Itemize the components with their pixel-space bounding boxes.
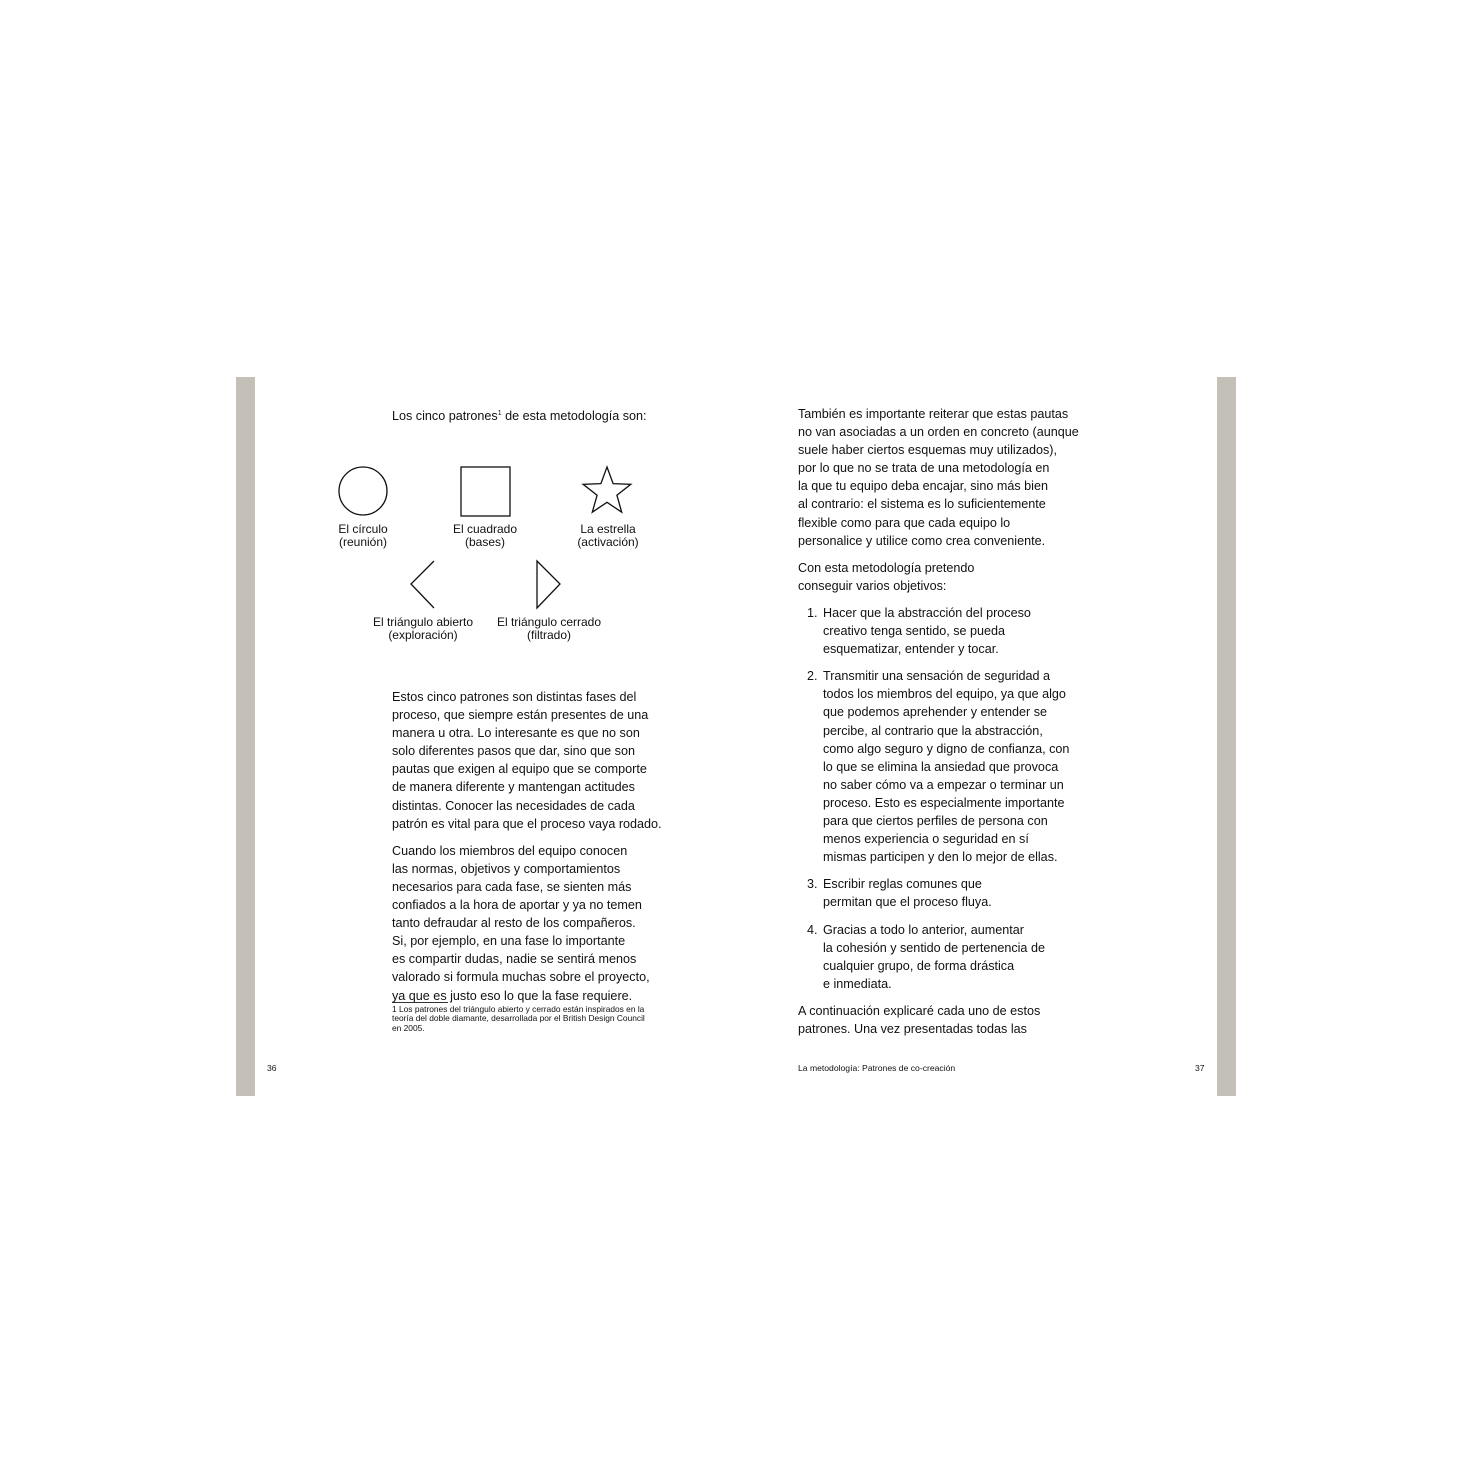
text-line: por lo que no se trata de una metodología en (798, 461, 1050, 476)
list-number: 2. (807, 669, 818, 684)
text-line: Hacer que la abstracción del proceso (823, 606, 1031, 620)
text-line: ya que es justo eso lo que la fase requiere. (392, 988, 633, 1003)
right-body (798, 405, 1079, 595)
square-icon (461, 467, 510, 516)
text-line: al contrario: el sistema es lo suficientemente (798, 497, 1046, 512)
text-line: que podemos aprehender y entender se (823, 705, 1048, 720)
text-line: pautas que exigen al equipo que se comporte (392, 762, 647, 777)
shape-sub: (activación) (577, 535, 639, 549)
text-line: menos experiencia o seguridad en sí (823, 832, 1029, 847)
shape-name: El triángulo abierto (372, 615, 474, 629)
text-line: permitan que el proceso fluya. (823, 895, 992, 910)
shape-sub: (exploración) (388, 628, 458, 642)
text-line: la cohesión y sentido de pertenencia de (823, 940, 1045, 955)
text-line: es compartir dudas, nadie se sentirá menos (392, 952, 637, 967)
text-line: cualquier grupo, de forma drástica (823, 958, 1015, 973)
shape-label-circle (303, 523, 423, 549)
list-item (807, 604, 1069, 658)
text-line: tanto defraudar al resto de los compañeros. (392, 916, 636, 931)
text-line: A continuación explicaré cada uno de estos (798, 1004, 1041, 1018)
star-icon (583, 467, 631, 512)
shape-sub: (reunión) (338, 535, 388, 549)
shape-label-open-triangle (353, 616, 493, 642)
text-line: suele haber ciertos esquemas muy utilizados), (798, 443, 1057, 458)
text-line: patrón es vital para que el proceso vaya rodado. (392, 816, 662, 831)
text-line: no van asociadas a un orden en concreto (aunque (798, 425, 1079, 440)
text-line: flexible como para que cada equipo lo (798, 515, 1011, 530)
text-line: solo diferentes pasos que dar, sino que son (392, 744, 635, 759)
paragraph (798, 559, 1079, 595)
text-line: no saber cómo va a empezar o terminar un (823, 777, 1064, 792)
footnote-line: teoría del doble diamante, desarrollada por el British Design Council (392, 1013, 645, 1024)
text-line: esquematizar, entender y tocar. (823, 642, 999, 657)
intro-text-end: de esta metodología son: (501, 409, 647, 423)
text-line: como algo seguro y digno de confianza, con (823, 741, 1070, 756)
text-line: manera u otra. Lo interesante es que no son (392, 726, 640, 741)
objectives-list (807, 604, 1069, 1002)
text-line: patrones. Una vez presentadas todas las (798, 1022, 1027, 1037)
list-item (807, 921, 1069, 993)
text-line: Con esta metodología pretendo (798, 560, 975, 575)
shape-name: El triángulo cerrado (496, 615, 602, 629)
paragraph (392, 842, 662, 1005)
text-line: creativo tenga sentido, se pueda (823, 624, 1006, 639)
text-line: de manera diferente y mantengan actitudes (392, 780, 635, 795)
footnote (392, 1005, 645, 1033)
text-line: proceso, que siempre están presentes de una (392, 708, 649, 723)
list-item (807, 875, 1069, 911)
text-line: También es importante reiterar que estas pautas (798, 407, 1069, 421)
shape-name: El círculo (338, 522, 388, 536)
text-line: proceso. Esto es especialmente importante (823, 795, 1065, 810)
text-line: percibe, al contrario que la abstracción, (823, 723, 1043, 738)
list-number: 4. (807, 922, 818, 937)
text-line: lo que se elimina la ansiedad que provoca (823, 759, 1059, 774)
open-triangle-icon (411, 561, 434, 608)
text-line: Gracias a todo lo anterior, aumentar (823, 922, 1024, 937)
text-line: necesarios para cada fase, se sienten más (392, 879, 632, 894)
pattern-shapes (236, 377, 1236, 1096)
footnote-line: en 2005. (392, 1022, 425, 1033)
text-line: mismas participen y den lo mejor de ellas. (823, 850, 1058, 865)
shape-name: El cuadrado (452, 522, 518, 536)
paragraph (798, 405, 1079, 550)
paragraph (392, 688, 662, 833)
running-footer: La metodología: Patrones de co-creación (798, 1063, 956, 1073)
book-spread (236, 377, 1236, 1096)
intro-text: Los cinco patrones (392, 409, 498, 423)
text-line: Escribir reglas comunes que (823, 877, 982, 892)
text-line: personalice y utilice como crea conveniente. (798, 533, 1046, 548)
text-line: para que ciertos perfiles de persona con (823, 814, 1048, 829)
footnote-line: 1 Los patrones del triángulo abierto y cerrado están inspirados en la (392, 1004, 645, 1014)
text-line: conseguir varios objetivos: (798, 578, 947, 593)
list-item (807, 667, 1069, 866)
page-number-left: 36 (267, 1063, 277, 1073)
text-line: la que tu equipo deba encajar, sino más bien (798, 479, 1048, 494)
shape-label-square (425, 523, 545, 549)
shape-name: La estrella (580, 522, 636, 536)
text-line: Cuando los miembros del equipo conocen (392, 843, 628, 858)
left-body (392, 688, 662, 1005)
closed-triangle-icon (537, 561, 560, 608)
list-number: 1. (807, 606, 818, 620)
text-line: Transmitir una sensación de seguridad a (823, 669, 1051, 684)
text-line: Si, por ejemplo, en una fase lo importante (392, 934, 626, 949)
text-line: las normas, objetivos y comportamientos (392, 861, 621, 876)
closing-paragraph (798, 1002, 1040, 1038)
list-number: 3. (807, 877, 818, 892)
text-line: distintas. Conocer las necesidades de cada (392, 798, 635, 813)
footnote-rule (392, 1002, 448, 1003)
text-line: e inmediata. (823, 976, 892, 991)
page-number-right: 37 (1195, 1063, 1205, 1073)
text-line: todos los miembros del equipo, ya que algo (823, 687, 1066, 702)
shape-label-closed-triangle (479, 616, 619, 642)
text-line: Estos cinco patrones son distintas fases del (392, 690, 637, 704)
footnote-marker: 1 (497, 410, 502, 417)
shape-sub: (filtrado) (526, 628, 571, 642)
shape-sub: (bases) (464, 535, 505, 549)
text-line: valorado si formula muchas sobre el proyecto, (392, 970, 650, 985)
text-line: confiados a la hora de aportar y ya no temen (392, 898, 642, 913)
circle-icon (339, 467, 387, 515)
shape-label-star (548, 523, 668, 549)
